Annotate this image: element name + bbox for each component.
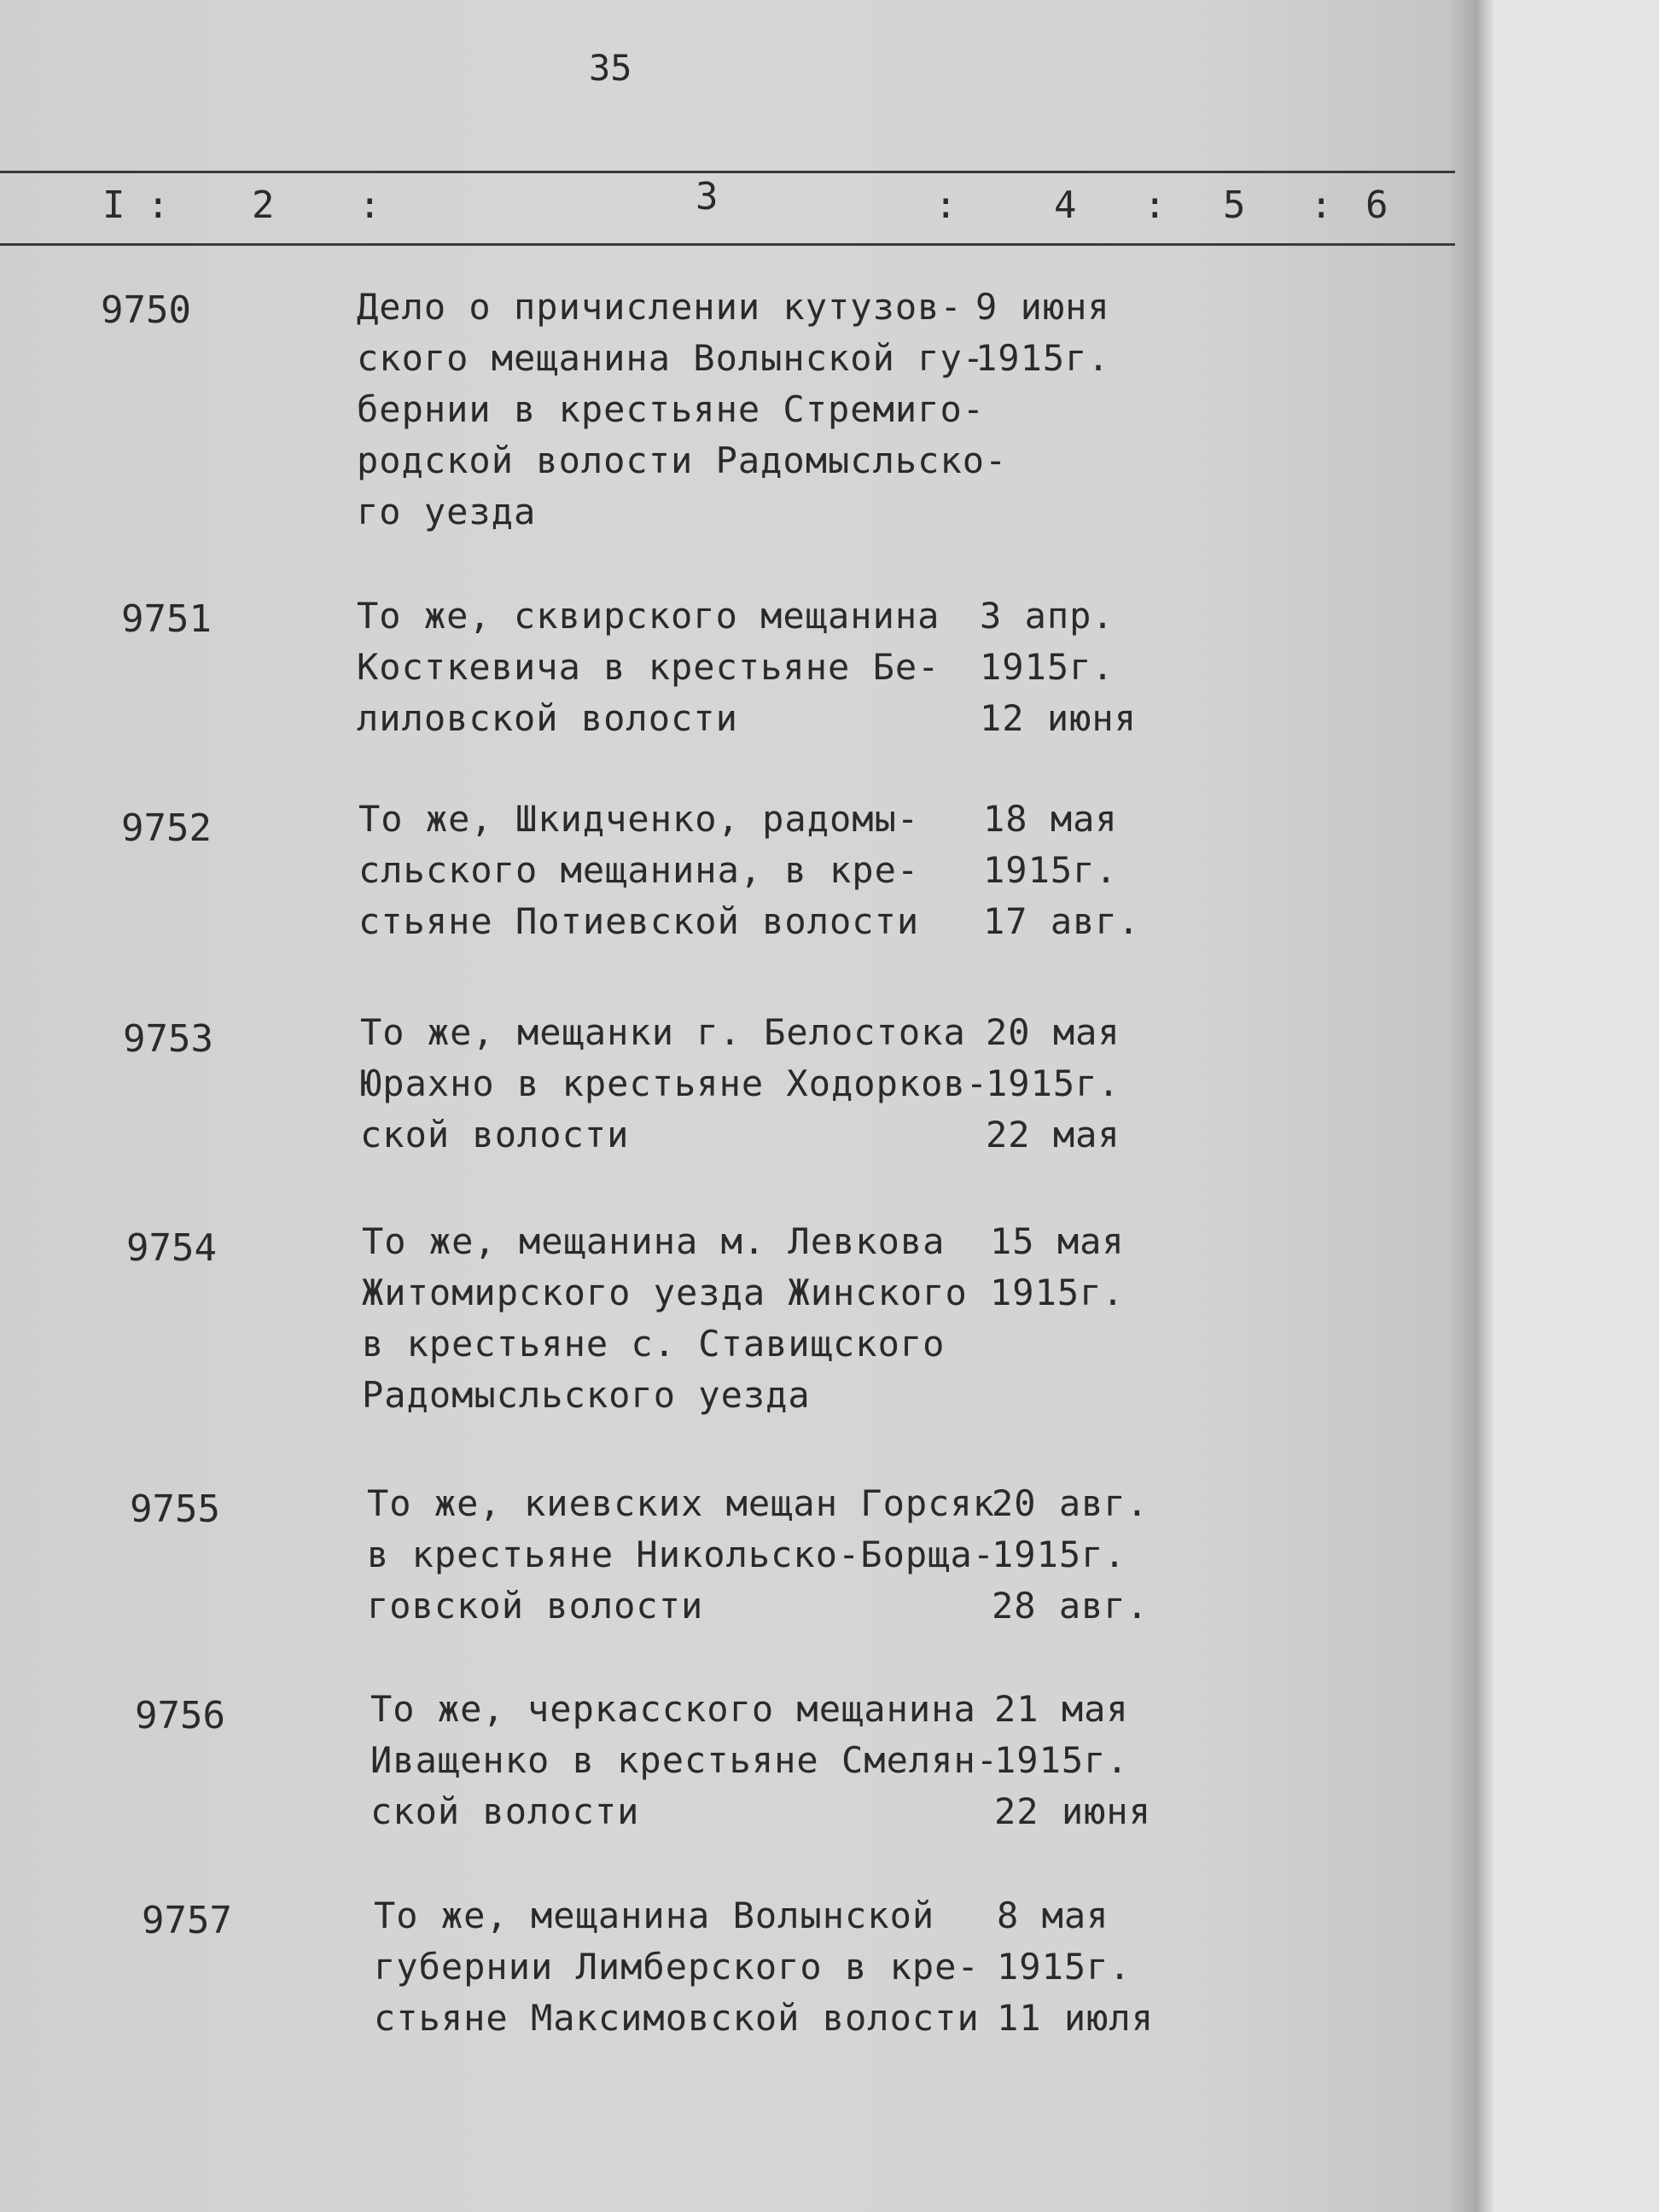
description-line: стьяне Потиевской волости bbox=[358, 900, 920, 942]
date-line: 3 апр. bbox=[980, 595, 1115, 637]
date-line: 1915г. bbox=[980, 646, 1115, 688]
header-sep-2: : bbox=[358, 183, 381, 227]
description-line: ской волости bbox=[360, 1114, 630, 1155]
date-line: 11 июля bbox=[997, 1997, 1155, 2039]
description-line: лиловской волости bbox=[357, 697, 738, 739]
background bbox=[1493, 0, 1659, 2212]
entry-dates bbox=[994, 1684, 1151, 1837]
header-top-rule bbox=[0, 171, 1455, 173]
entry-number: 9756 bbox=[135, 1694, 225, 1738]
entry-number: 9755 bbox=[130, 1487, 220, 1531]
description-line: ской волости bbox=[370, 1790, 640, 1832]
header-sep-4: : bbox=[1144, 183, 1167, 227]
description-line: родской волости Радомысльско- bbox=[357, 439, 1008, 481]
description-line: сльского мещанина, в кре- bbox=[358, 849, 920, 891]
entry-dates bbox=[975, 282, 1110, 384]
header-col-2: 2 bbox=[252, 183, 275, 227]
description-line: Юрахно в крестьяне Ходорков- bbox=[360, 1062, 989, 1104]
header-col-5: 5 bbox=[1223, 183, 1246, 227]
description-line: Косткевича в крестьяне Бе- bbox=[357, 646, 940, 688]
entry-number: 9751 bbox=[121, 597, 212, 641]
header-sep-1: : bbox=[147, 183, 170, 227]
date-line: 1915г. bbox=[997, 1946, 1132, 1988]
description-line: Радомысльского уезда bbox=[362, 1374, 811, 1416]
description-line: То же, мещанина Волынской bbox=[374, 1895, 935, 1936]
entry-description bbox=[357, 282, 1008, 538]
date-line: 18 мая bbox=[983, 798, 1118, 840]
header-sep-3: : bbox=[934, 183, 958, 227]
description-line: Дело о причислении кутузов- bbox=[357, 286, 963, 328]
entry-number: 9753 bbox=[123, 1017, 213, 1061]
description-line: То же, сквирского мещанина bbox=[357, 595, 940, 637]
description-line: го уезда bbox=[357, 491, 537, 533]
entry-description bbox=[360, 1007, 1009, 1161]
entry-dates bbox=[986, 1007, 1121, 1161]
date-line: 22 мая bbox=[986, 1114, 1121, 1155]
header-col-1: I bbox=[102, 183, 125, 227]
entry-dates bbox=[980, 591, 1137, 744]
description-line: То же, Шкидченко, радомы- bbox=[358, 798, 920, 840]
date-line: 1915г. bbox=[994, 1739, 1129, 1781]
date-line: 9 июня bbox=[975, 286, 1110, 328]
description-line: То же, мещанина м. Левкова bbox=[362, 1220, 946, 1262]
description-line: Житомирского уезда Жинского bbox=[362, 1272, 968, 1313]
date-line: 8 мая bbox=[997, 1895, 1109, 1936]
date-line: 1915г. bbox=[983, 849, 1118, 891]
date-line: 1915г. bbox=[992, 1534, 1126, 1575]
date-line: 22 июня bbox=[994, 1790, 1152, 1832]
page-number: 35 bbox=[589, 47, 632, 89]
page-edge bbox=[1451, 0, 1493, 2212]
date-line: 1915г. bbox=[990, 1272, 1125, 1313]
description-line: бернии в крестьяне Стремиго- bbox=[357, 388, 986, 430]
entry-description bbox=[374, 1890, 1022, 2044]
description-line: в крестьяне Никольско-Борща- bbox=[367, 1534, 996, 1575]
description-line: говской волости bbox=[367, 1585, 704, 1627]
description-line: То же, мещанки г. Белостока bbox=[360, 1011, 966, 1053]
header-col-4: 4 bbox=[1054, 183, 1077, 227]
description-line: в крестьяне с. Ставищского bbox=[362, 1323, 946, 1365]
date-line: 28 авг. bbox=[992, 1585, 1150, 1627]
date-line: 12 июня bbox=[980, 697, 1138, 739]
entry-number: 9754 bbox=[126, 1226, 217, 1270]
date-line: 17 авг. bbox=[983, 900, 1141, 942]
entry-description bbox=[357, 591, 1005, 744]
description-line: То же, киевских мещан Горсяк bbox=[367, 1482, 996, 1524]
header-bottom-rule bbox=[0, 243, 1455, 246]
date-line: 15 мая bbox=[990, 1220, 1125, 1262]
entry-dates bbox=[992, 1478, 1149, 1632]
description-line: губернии Лимберского в кре- bbox=[374, 1946, 980, 1988]
description-line: То же, черкасского мещанина bbox=[370, 1688, 976, 1730]
description-line: Иващенко в крестьяне Смелян- bbox=[370, 1739, 999, 1781]
entry-number: 9752 bbox=[121, 806, 212, 850]
entry-number: 9750 bbox=[101, 288, 191, 332]
date-line: 21 мая bbox=[994, 1688, 1129, 1730]
date-line: 1915г. bbox=[986, 1062, 1121, 1104]
entry-description bbox=[362, 1216, 1010, 1421]
description-line: ского мещанина Волынской гу- bbox=[357, 337, 986, 379]
date-line: 20 мая bbox=[986, 1011, 1121, 1053]
entry-number: 9757 bbox=[142, 1899, 232, 1942]
description-line: стьяне Максимовской волости bbox=[374, 1997, 980, 2039]
header-col-6: 6 bbox=[1365, 183, 1388, 227]
entry-description bbox=[370, 1684, 1019, 1837]
date-line: 20 авг. bbox=[992, 1482, 1150, 1524]
entry-dates bbox=[990, 1216, 1125, 1318]
entry-description bbox=[367, 1478, 1016, 1632]
header-col-3: 3 bbox=[696, 175, 719, 218]
entry-dates bbox=[983, 794, 1140, 947]
date-line: 1915г. bbox=[975, 337, 1110, 379]
entry-dates bbox=[997, 1890, 1154, 2044]
header-sep-5: : bbox=[1310, 183, 1333, 227]
entry-description bbox=[358, 794, 1007, 947]
